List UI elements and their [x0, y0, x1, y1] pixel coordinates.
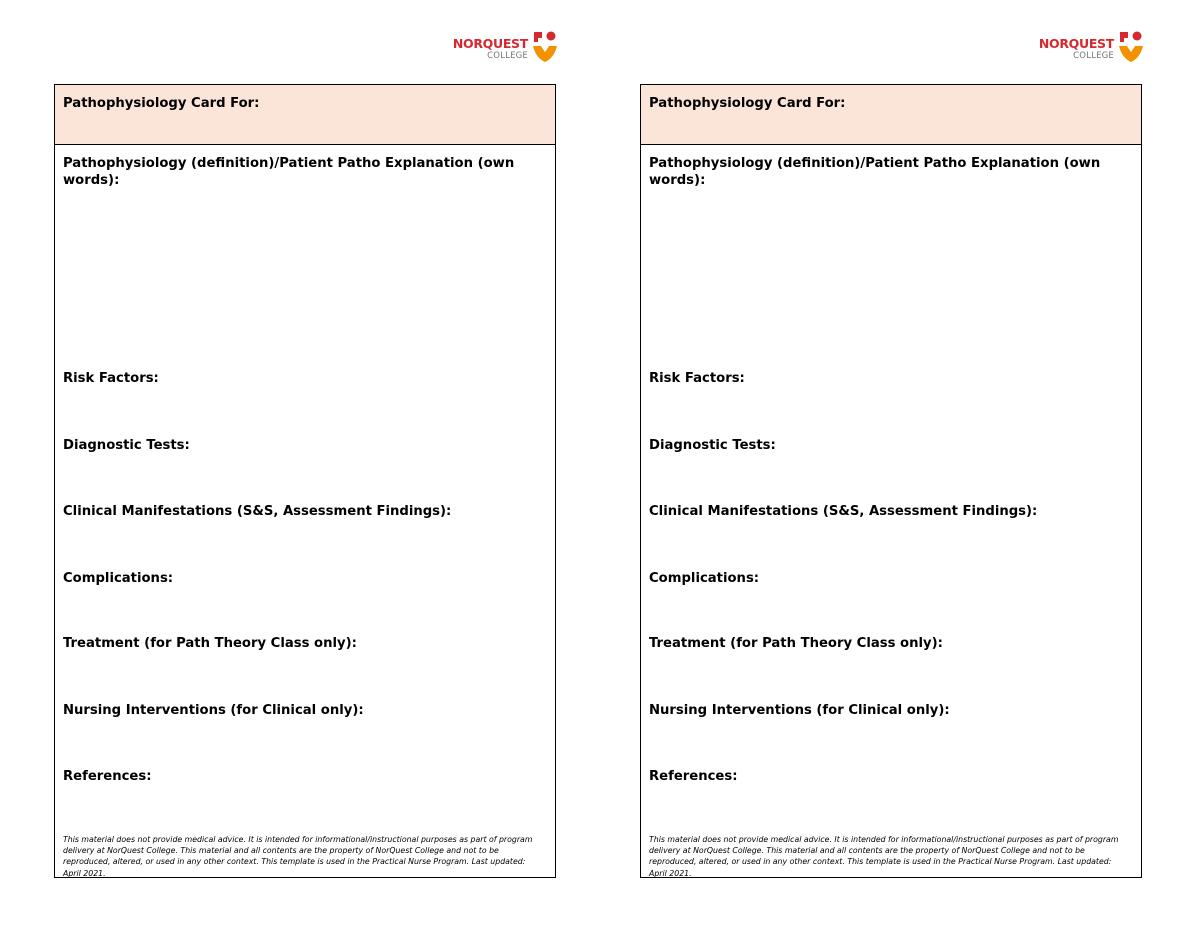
references-field[interactable]: References: [649, 769, 738, 784]
card-header[interactable]: Pathophysiology Card For: [55, 85, 555, 145]
card-header[interactable]: Pathophysiology Card For: [641, 85, 1141, 145]
pathophysiology-card-left [54, 0, 558, 927]
norquest-logo-icon [532, 30, 558, 68]
nursing-interventions-field[interactable]: Nursing Interventions (for Clinical only): [649, 703, 950, 718]
diagnostic-tests-field[interactable]: Diagnostic Tests: [63, 438, 190, 453]
norquest-logo [1028, 24, 1144, 74]
treatment-field[interactable]: Treatment (for Path Theory Class only): [63, 636, 357, 651]
complications-field[interactable]: Complications: [63, 571, 174, 586]
nursing-interventions-field[interactable]: Nursing Interventions (for Clinical only): [63, 703, 364, 718]
disclaimer: This material does not provide medical advice. It is intended for informational/instructional purposes as part of program delivery at NorQuest College. This material and all contents are the property of NorQuest College and not to be reproduced, altered, or used in any other context. This template is used in the Practical Nurse Program. Last updated: April 2021. [63, 835, 533, 878]
logo-name: NORQUEST [452, 35, 528, 51]
risk-factors-field[interactable]: Risk Factors: [649, 371, 745, 386]
definition-field[interactable]: Pathophysiology (definition)/Patient Patho Explanation (own words): [63, 156, 515, 188]
logo-sub: COLLEGE [487, 51, 528, 61]
logo-sub: COLLEGE [1073, 51, 1114, 61]
norquest-logo [442, 24, 558, 74]
pathophysiology-card-right [640, 0, 1144, 927]
diagnostic-tests-field[interactable]: Diagnostic Tests: [649, 438, 776, 453]
clinical-manifestations-field[interactable]: Clinical Manifestations (S&S, Assessment Findings): [63, 504, 452, 519]
references-field[interactable]: References: [63, 769, 152, 784]
card-body [54, 84, 556, 878]
disclaimer: This material does not provide medical advice. It is intended for informational/instructional purposes as part of program delivery at NorQuest College. This material and all contents are the property of NorQuest College and not to be reproduced, altered, or used in any other context. This template is used in the Practical Nurse Program. Last updated: April 2021. [649, 835, 1119, 878]
clinical-manifestations-field[interactable]: Clinical Manifestations (S&S, Assessment Findings): [649, 504, 1038, 519]
risk-factors-field[interactable]: Risk Factors: [63, 371, 159, 386]
norquest-logo-icon [1118, 30, 1144, 68]
complications-field[interactable]: Complications: [649, 571, 760, 586]
definition-field[interactable]: Pathophysiology (definition)/Patient Patho Explanation (own words): [649, 156, 1101, 188]
logo-name: NORQUEST [1038, 35, 1114, 51]
card-body [640, 84, 1142, 878]
treatment-field[interactable]: Treatment (for Path Theory Class only): [649, 636, 943, 651]
